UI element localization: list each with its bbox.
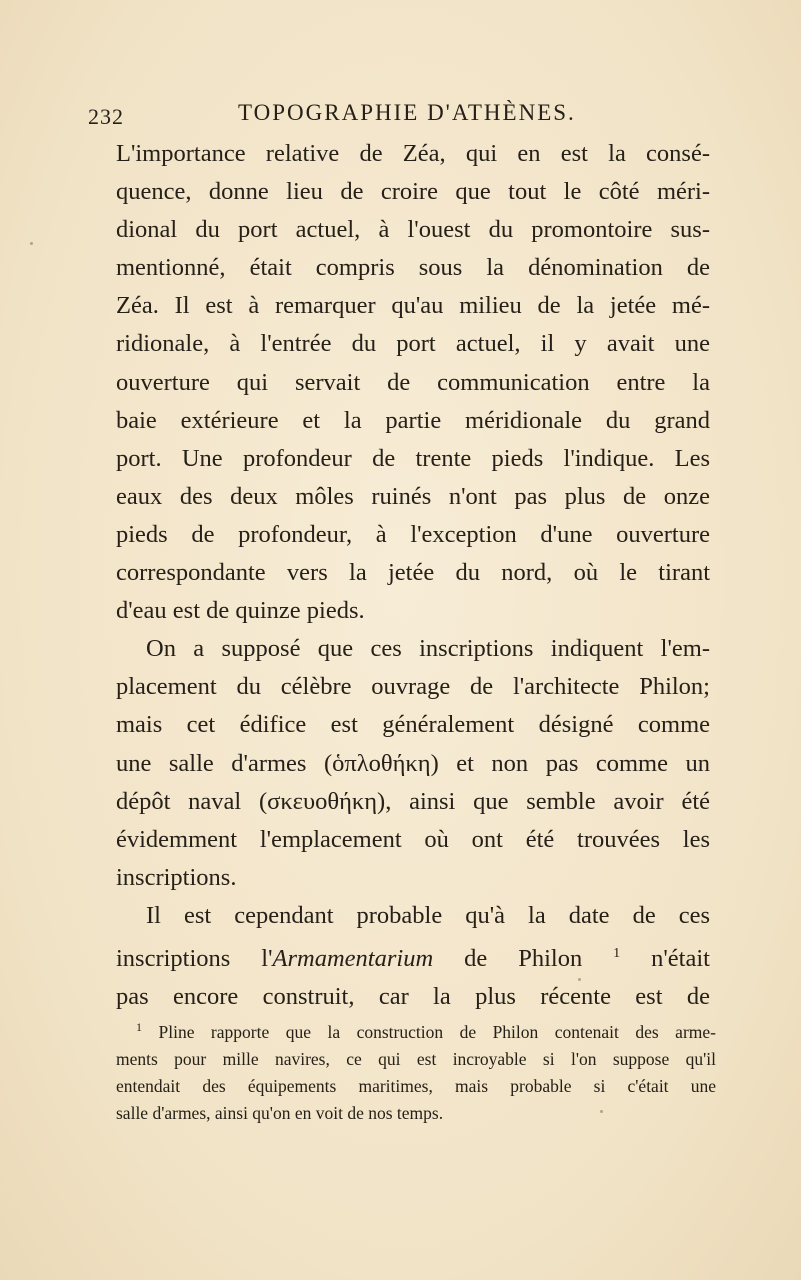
text-line: quence, donne lieu de croire que tout le côté méri- <box>116 178 710 206</box>
footnote-text: Pline rapporte que la construction de Philon contenait des arme- <box>142 1021 716 1042</box>
body-text <box>116 135 710 1016</box>
text-line: dépôt naval (σκευοθήκη), ainsi que semble avoir été <box>116 787 710 815</box>
text-line: baie extérieure et la partie méridionale du grand <box>116 406 710 434</box>
text-line: une salle d'armes (ὁπλοθήκη) et non pas comme un <box>116 749 710 777</box>
text-line: ridionale, à l'entrée du port actuel, il y avait une <box>116 330 710 358</box>
text-line: d'eau est de quinze pieds. <box>116 597 365 625</box>
footnote-block <box>116 1014 716 1127</box>
italic-term: Armamentarium <box>272 945 434 973</box>
text-segment: inscriptions l' <box>116 945 273 973</box>
paper-speck <box>578 978 581 981</box>
text-line: pas encore construit, car la plus récente est de <box>116 983 710 1011</box>
text-line: placement du célèbre ouvrage de l'architecte Philon; <box>116 673 710 701</box>
footnote-line <box>116 1014 716 1046</box>
footnote-line: ments pour mille navires, ce qui est incroyable si l'on suppose qu'il <box>116 1048 716 1069</box>
text-line: eaux des deux môles ruinés n'ont pas plus de onze <box>116 482 710 510</box>
paper-speck <box>30 242 33 245</box>
text-segment: n'était <box>620 945 710 973</box>
footnote-line: entendait des équipements maritimes, mais probable si c'était une <box>116 1075 716 1096</box>
text-line: On a supposé que ces inscriptions indiquent l'em- <box>146 635 710 663</box>
footnote-line: salle d'armes, ainsi qu'on en voit de nos temps. <box>116 1102 444 1123</box>
footnote-reference[interactable]: 1 <box>613 945 621 961</box>
page-header <box>88 100 708 132</box>
text-line: port. Une profondeur de trente pieds l'indique. Les <box>116 444 710 472</box>
text-line: évidemment l'emplacement où ont été trouvées les <box>116 825 710 853</box>
text-line <box>116 935 710 978</box>
text-line: mentionné, était compris sous la dénomination de <box>116 254 710 282</box>
text-line: ouverture qui servait de communication entre la <box>116 368 710 396</box>
text-line: Zéa. Il est à remarquer qu'au milieu de la jetée mé- <box>116 292 710 320</box>
text-line: pieds de profondeur, à l'exception d'une ouverture <box>116 520 710 548</box>
paper-speck <box>600 1110 603 1113</box>
text-line: L'importance relative de Zéa, qui en est la consé- <box>116 140 710 167</box>
running-head: TOPOGRAPHIE D'ATHÈNES. <box>238 100 576 125</box>
text-line: Il est cependant probable qu'à la date de ces <box>146 901 710 929</box>
page-number: 232 <box>88 104 124 129</box>
footnote-marker: 1 <box>136 1020 142 1034</box>
text-line: mais cet édifice est généralement désigné comme <box>116 711 710 739</box>
text-segment: de Philon <box>433 945 614 973</box>
text-line: correspondante vers la jetée du nord, où le tirant <box>116 559 710 587</box>
text-line: inscriptions. <box>116 863 237 891</box>
text-line: dional du port actuel, à l'ouest du promontoire sus- <box>116 216 710 244</box>
